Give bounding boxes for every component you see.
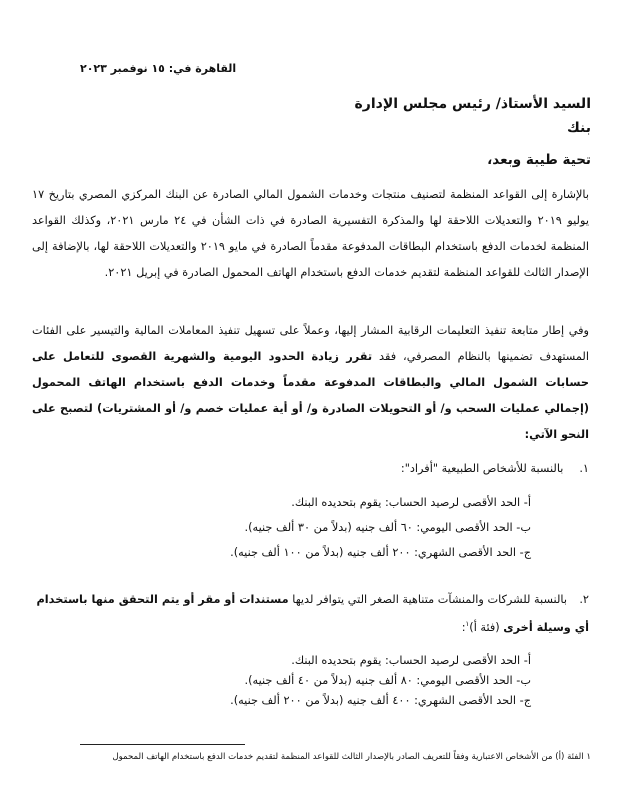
list-item-number: ١. bbox=[579, 462, 589, 475]
sub-item-monthly: ج- الحد الأقصى الشهري: ٢٠٠ ألف جنيه (بدلاً من ١٠٠ ألف جنيه). bbox=[230, 546, 531, 559]
paragraph-2 bbox=[32, 318, 589, 448]
paragraph-2-text: وفي إطار متابعة تنفيذ التعليمات الرقابية المشار إليها، وعملاً على تسهيل تنفيذ المعاملات المالية والتيسير على الفئات المستهدف تضمينها بالنظام المصرفي، فقد bbox=[32, 324, 589, 363]
list-item-colon: : bbox=[461, 620, 466, 634]
list-item-companies bbox=[32, 588, 589, 640]
list-item-number: ٢. bbox=[579, 593, 589, 606]
list-item-individuals bbox=[401, 462, 589, 475]
footnote-marker: ١ bbox=[465, 620, 470, 628]
footnote: ١ الفئة (أ) من الأشخاص الاعتبارية وفقاً للتعريف الصادر بالإصدار الثالث للقواعد المنظمة لتقديم خدمات الدفع باستخدام الهاتف المحمول bbox=[112, 752, 591, 762]
letter-date: القاهرة في: ١٥ نوفمبر ٢٠٢٣ bbox=[80, 62, 237, 75]
sub-item-daily: ب- الحد الأقصى اليومي: ٦٠ ألف جنيه (بدلاً من ٣٠ ألف جنيه). bbox=[244, 521, 531, 534]
list-item-category: (فئة أ) bbox=[469, 620, 504, 634]
paragraph-1: بالإشارة إلى القواعد المنظمة لتصنيف منتجات وخدمات الشمول المالي الصادرة عن البنك المركزي المصري بتاريخ ١٧ يوليو ٢٠١٩ والتعديلات اللاحقة لها والمذكرة التفسيرية الصادرة في ذات الشأن في ٢٤ مارس ٢٠٢١، وكذلك القواعد المنظمة لخدمات الدفع باستخدام البطاقات المدفوعة مقدماً الصادرة في مايو ٢٠١٩ والتعديلات اللاحقة لها، بالإضافة إلى الإصدار الثالث للقواعد المنظمة لتقديم خدمات الدفع باستخدام الهاتف المحمول الصادرة في إبريل ٢٠٢١. bbox=[32, 188, 589, 279]
sub-item-balance: أ- الحد الأقصى لرصيد الحساب: يقوم بتحديده البنك. bbox=[291, 654, 531, 667]
paragraph-2-decision: تقرر زيادة الحدود اليومية والشهرية القصوى للتعامل على حسابات الشمول المالي والبطاقات المدفوعة مقدماً وخدمات الدفع باستخدام الهاتف المحمول (إجمالي عمليات السحب و/ أو التحويلات الصادرة و/ أو أية عمليات خصم و/ أو المشتريات) لتصبح على النحو الآتي: bbox=[32, 350, 589, 441]
sub-item-monthly: ج- الحد الأقصى الشهري: ٤٠٠ ألف جنيه (بدلاً من ٢٠٠ ألف جنيه). bbox=[230, 694, 531, 707]
sub-item-daily: ب- الحد الأقصى اليومي: ٨٠ ألف جنيه (بدلاً من ٤٠ ألف جنيه). bbox=[244, 674, 531, 687]
sub-item-balance: أ- الحد الأقصى لرصيد الحساب: يقوم بتحديده البنك. bbox=[291, 496, 531, 509]
list-item-text: بالنسبة للشركات والمنشآت متناهية الصغر التي يتوافر لديها bbox=[288, 593, 567, 606]
footnote-divider bbox=[80, 744, 245, 745]
list-item-text: بالنسبة للأشخاص الطبيعية "أفراد": bbox=[400, 462, 564, 475]
greeting: تحية طيبة وبعد، bbox=[487, 152, 591, 168]
recipient-title: السيد الأستاذ/ رئيس مجلس الإدارة bbox=[354, 96, 591, 112]
list-item-bold-text: مستندات أو مقر أو يتم التحقق منها باستخدام أي وسيلة أخرى bbox=[36, 593, 589, 634]
recipient-org: بنك bbox=[566, 120, 591, 136]
